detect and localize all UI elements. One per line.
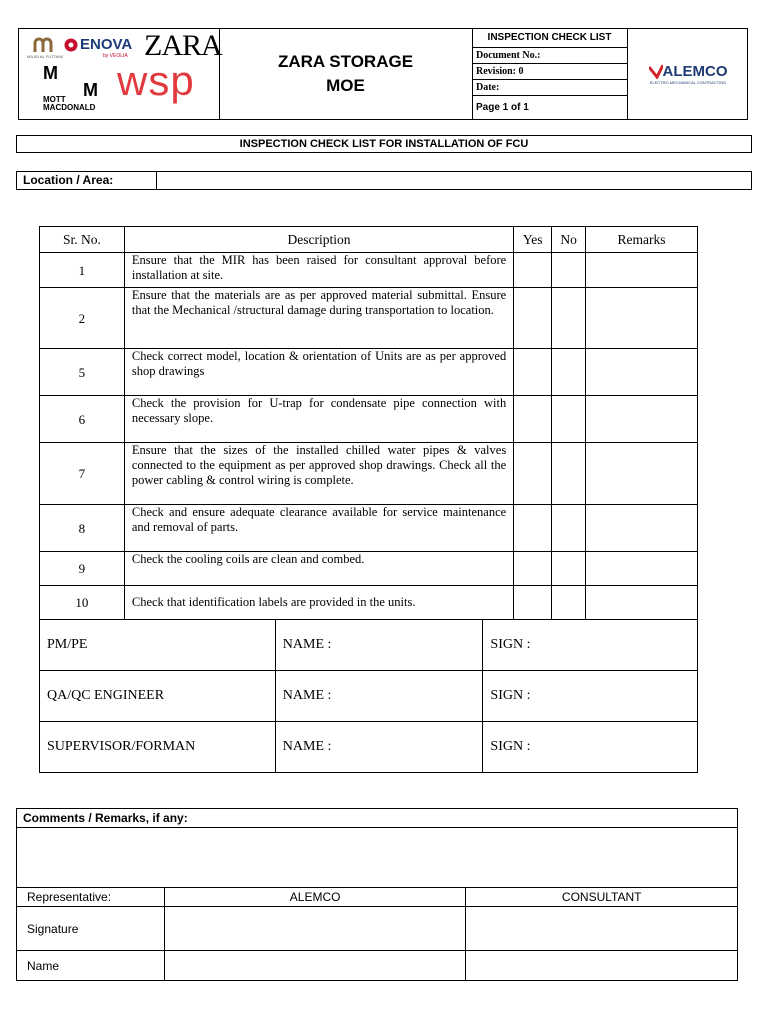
row-description: Check correct model, location & orientation of Units are as per approved shop drawings xyxy=(124,349,513,396)
row-sr: 10 xyxy=(40,586,125,620)
signoff-row xyxy=(40,722,698,773)
project-line-1: ZARA STORAGE xyxy=(277,52,414,71)
signoff-table xyxy=(39,619,698,773)
page-number: Page 1 of 1 xyxy=(476,102,529,113)
comments-label: Comments / Remarks, if any: xyxy=(17,809,738,828)
enova-by-text: by VEOLIA xyxy=(103,53,128,59)
date: Date: xyxy=(472,80,627,96)
header-no: No xyxy=(552,227,586,253)
no-cell[interactable] xyxy=(552,253,586,288)
yes-cell[interactable] xyxy=(514,586,552,620)
signature-label: Signature xyxy=(17,907,165,951)
comments-header-row xyxy=(17,809,738,828)
document-header xyxy=(18,28,748,120)
alemco-mark-icon xyxy=(649,65,663,79)
row-sr: 9 xyxy=(40,552,125,586)
row-description: Check and ensure adequate clearance available for service maintenance and removal of parts. xyxy=(124,505,513,552)
table-row xyxy=(40,443,698,505)
row-description: Ensure that the materials are as per approved material submittal. Ensure that the Mechanical /structural damage during transportation to location. xyxy=(124,288,513,349)
remarks-cell[interactable] xyxy=(586,288,698,349)
sign-field[interactable]: SIGN : xyxy=(483,722,698,773)
table-row xyxy=(40,505,698,552)
row-sr: 7 xyxy=(40,443,125,505)
alemco-signature-field[interactable] xyxy=(164,907,465,951)
role-label: PM/PE xyxy=(40,620,276,671)
location-area-row xyxy=(16,171,752,190)
yes-cell[interactable] xyxy=(514,288,552,349)
yes-cell[interactable] xyxy=(514,443,552,505)
row-sr: 2 xyxy=(40,288,125,349)
table-row xyxy=(40,288,698,349)
row-description: Check the provision for U-trap for condensate pipe connection with necessary slope. xyxy=(124,396,513,443)
table-row xyxy=(40,396,698,443)
document-meta xyxy=(472,29,628,119)
enova-logo-icon xyxy=(64,38,78,52)
zara-logo: ZARA xyxy=(144,29,222,62)
remarks-cell[interactable] xyxy=(586,443,698,505)
row-description: Check the cooling coils are clean and combed. xyxy=(124,552,513,586)
role-label: QA/QC ENGINEER xyxy=(40,671,276,722)
no-cell[interactable] xyxy=(552,586,586,620)
row-sr: 8 xyxy=(40,505,125,552)
row-description: Ensure that the sizes of the installed chilled water pipes & valves connected to the equipment as per approved shop drawings. Check all the power cabling & control wiring is complete. xyxy=(124,443,513,505)
maf-logo-text: MAJID AL FUTTAIM xyxy=(27,54,63,59)
header-yes: Yes xyxy=(514,227,552,253)
wsp-logo: wsp xyxy=(117,57,195,104)
contractor-logo xyxy=(627,29,749,119)
yes-cell[interactable] xyxy=(514,349,552,396)
alemco-name-field[interactable] xyxy=(164,951,465,981)
checklist-header-row xyxy=(40,227,698,253)
sign-field[interactable]: SIGN : xyxy=(483,620,698,671)
role-label: SUPERVISOR/FORMAN xyxy=(40,722,276,773)
client-logos xyxy=(19,29,220,119)
row-description: Check that identification labels are provided in the units. xyxy=(124,586,513,620)
enova-logo-text: ENOVA xyxy=(80,36,133,53)
row-description: Ensure that the MIR has been raised for consultant approval before installation at site. xyxy=(124,253,513,288)
consultant-signature-field[interactable] xyxy=(466,907,738,951)
party-consultant: CONSULTANT xyxy=(466,888,738,907)
name-field[interactable]: NAME : xyxy=(275,671,483,722)
yes-cell[interactable] xyxy=(514,253,552,288)
representative-row xyxy=(17,888,738,907)
no-cell[interactable] xyxy=(552,443,586,505)
remarks-cell[interactable] xyxy=(586,253,698,288)
alemco-logo-text: ALEMCO xyxy=(662,63,728,80)
no-cell[interactable] xyxy=(552,505,586,552)
comments-body-row xyxy=(17,828,738,888)
representative-label: Representative: xyxy=(17,888,165,907)
mott-logo-line1: MOTT xyxy=(43,95,66,104)
yes-cell[interactable] xyxy=(514,552,552,586)
maf-logo-icon xyxy=(33,35,53,53)
checklist-label: INSPECTION CHECK LIST xyxy=(472,29,627,48)
header-remarks: Remarks xyxy=(586,227,698,253)
no-cell[interactable] xyxy=(552,288,586,349)
name-label: Name xyxy=(17,951,165,981)
remarks-cell[interactable] xyxy=(586,396,698,443)
row-sr: 1 xyxy=(40,253,125,288)
signature-row xyxy=(17,907,738,951)
signoff-row xyxy=(40,671,698,722)
remarks-cell[interactable] xyxy=(586,505,698,552)
table-row xyxy=(40,253,698,288)
no-cell[interactable] xyxy=(552,349,586,396)
document-no: Document No.: xyxy=(472,48,627,64)
form-title: INSPECTION CHECK LIST FOR INSTALLATION OF FCU xyxy=(16,135,752,153)
header-description: Description xyxy=(124,227,513,253)
alemco-tagline: ELECTRO MECHANICAL CONTRACTING xyxy=(649,80,727,85)
table-row xyxy=(40,586,698,620)
remarks-cell[interactable] xyxy=(586,586,698,620)
mott-logo-m2: M xyxy=(83,80,98,100)
signoff-row xyxy=(40,620,698,671)
yes-cell[interactable] xyxy=(514,505,552,552)
inspection-checklist-table xyxy=(39,226,698,620)
header-sr-no: Sr. No. xyxy=(40,227,125,253)
name-field[interactable]: NAME : xyxy=(275,620,483,671)
remarks-cell[interactable] xyxy=(586,349,698,396)
table-row xyxy=(40,349,698,396)
table-row xyxy=(40,552,698,586)
project-title xyxy=(219,29,473,119)
project-line-2: MOE xyxy=(326,76,365,95)
row-sr: 5 xyxy=(40,349,125,396)
name-row xyxy=(17,951,738,981)
revision: Revision: 0 xyxy=(472,64,627,80)
no-cell[interactable] xyxy=(552,552,586,586)
no-cell[interactable] xyxy=(552,396,586,443)
consultant-name-field[interactable] xyxy=(466,951,738,981)
name-field[interactable]: NAME : xyxy=(275,722,483,773)
location-label: Location / Area: xyxy=(17,172,157,189)
row-sr: 6 xyxy=(40,396,125,443)
mott-logo-line2: MACDONALD xyxy=(43,103,96,112)
comments-area[interactable] xyxy=(17,828,738,888)
party-alemco: ALEMCO xyxy=(164,888,465,907)
mott-logo-m1: M xyxy=(43,63,58,83)
yes-cell[interactable] xyxy=(514,396,552,443)
sign-field[interactable]: SIGN : xyxy=(483,671,698,722)
remarks-cell[interactable] xyxy=(586,552,698,586)
comments-table xyxy=(16,808,738,981)
